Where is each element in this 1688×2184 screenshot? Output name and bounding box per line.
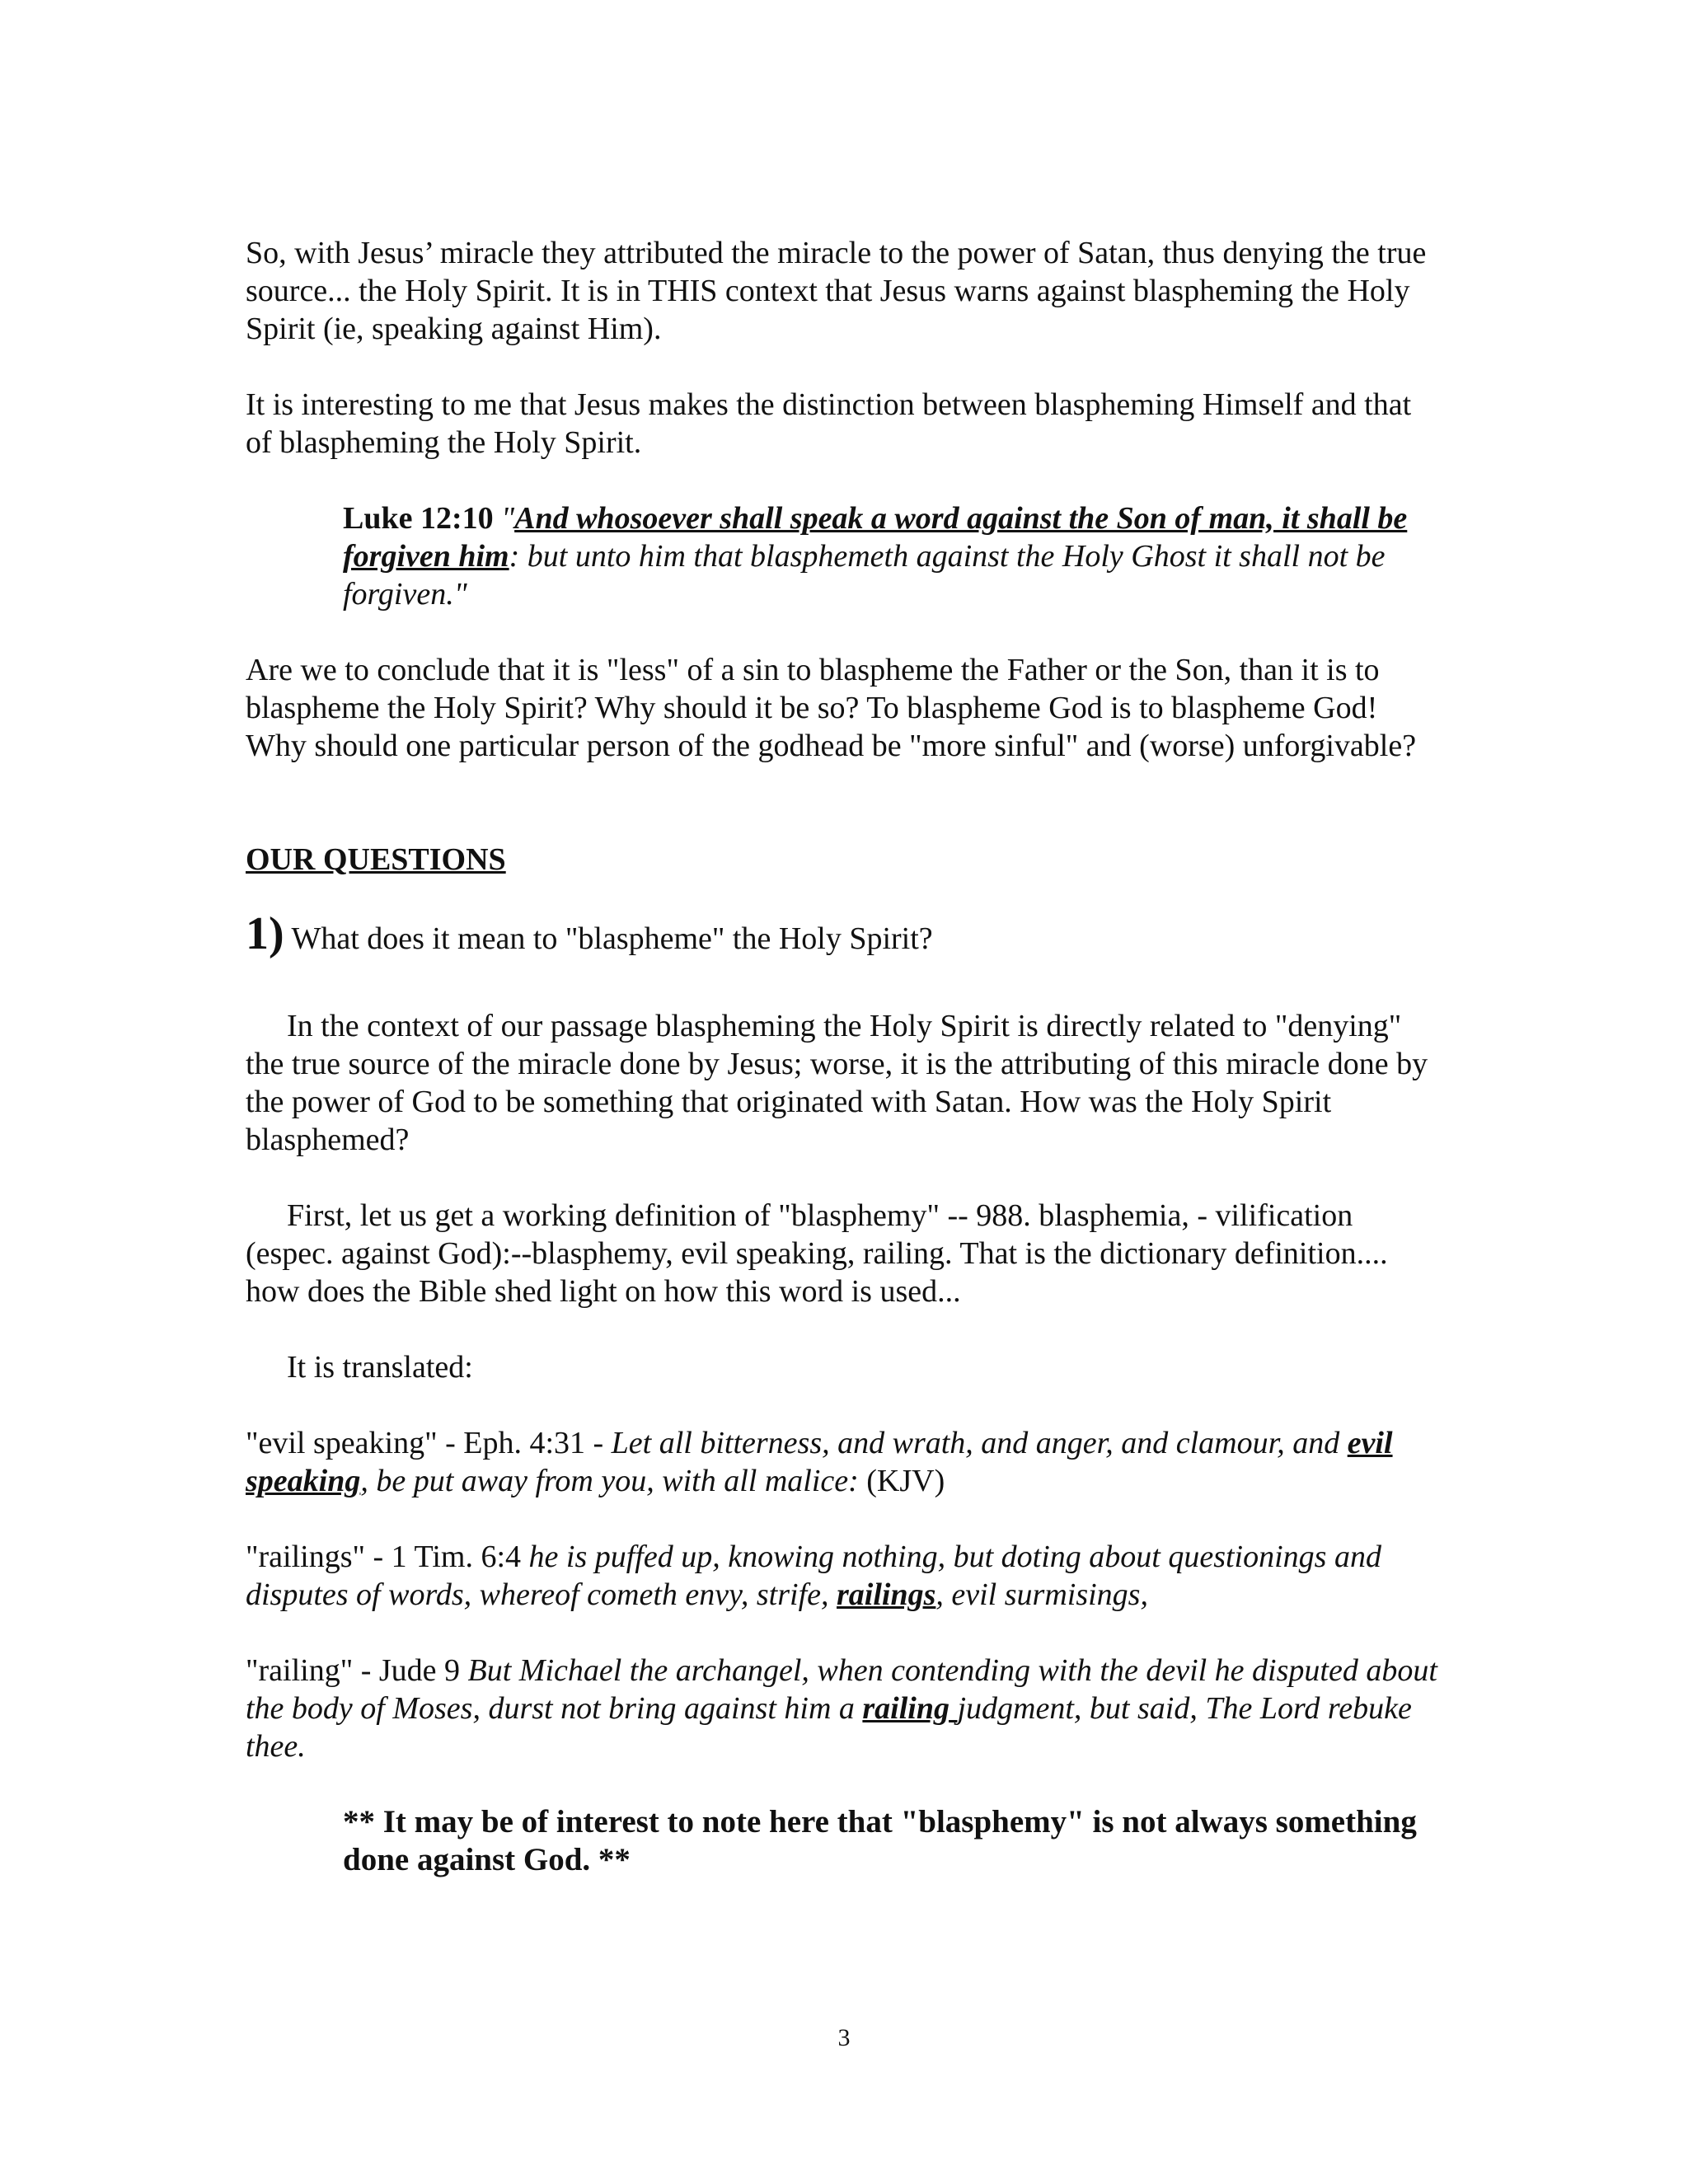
example-highlight: railing [862, 1691, 958, 1726]
paragraph-translated [246, 1348, 1441, 1386]
paragraph-distinction [246, 386, 1441, 462]
example-verse-start: he is puffed up, knowing nothing, but doting about questionings and disputes of words, whereof cometh envy, strife, [246, 1540, 1381, 1612]
paragraph-context-text: So, with Jesus’ miracle they attributed the miracle to the power of Satan, thus denying the true source... the Holy Spirit. It is in THIS context that Jesus warns against blaspheming the Holy Spirit (ie, speaking against Him). [246, 236, 1427, 346]
paragraph-passage-context-text: In the context of our passage blaspheming the Holy Spirit is directly related to "denying" the true source of the miracle done by Jesus; worse, it is the attributing of this miracle done by the power of God to be something that originated with Satan. How was the Holy Spirit blasphemed? [246, 1009, 1428, 1157]
example-label: "railings" - 1 Tim. 6:4 [246, 1540, 529, 1574]
interest-note: ** It may be of interest to note here that "blasphemy" is not always something done against God. ** [343, 1804, 1417, 1877]
example-railing [246, 1652, 1441, 1765]
quote-rest-text: : but unto him that blasphemeth against the Holy Ghost it shall not be forgiven." [343, 539, 1386, 612]
quote-underlined-text: And whosoever shall speak a word against the Son of man, it shall be forgiven him [343, 501, 1408, 574]
paragraph-conclusion [246, 651, 1441, 765]
question-number: 1) [246, 908, 284, 959]
page-number: 3 [837, 2024, 851, 2051]
paragraph-definition [246, 1197, 1441, 1310]
scripture-quote-luke [343, 499, 1447, 613]
example-version: (KJV) [858, 1464, 945, 1498]
section-heading: OUR QUESTIONS [246, 842, 506, 877]
paragraph-conclusion-text: Are we to conclude that it is "less" of a sin to blaspheme the Father or the Son, than it is to blaspheme the Holy Spirit? Why should it be so? To blaspheme God is to blaspheme God! Why should one particular person of the godhead be "more sinful" and (worse) unforgivable? [246, 653, 1417, 763]
question-one [246, 908, 1441, 959]
example-railings [246, 1538, 1441, 1614]
example-label: "railing" - Jude 9 [246, 1653, 468, 1688]
example-verse-end: , be put away from you, with all malice: [360, 1464, 859, 1498]
example-verse-end: , evil surmisings, [935, 1577, 1148, 1612]
example-label: "evil speaking" - Eph. 4:31 - [246, 1426, 612, 1460]
example-highlight: evil speaking [246, 1426, 1393, 1498]
example-highlight: railings [837, 1577, 936, 1612]
paragraph-passage-context [246, 1007, 1441, 1159]
example-verse-start: Let all bitterness, and wrath, and anger, and clamour, and [611, 1426, 1348, 1460]
paragraph-definition-text: First, let us get a working definition of "blasphemy" -- 988. blasphemia, - vilification (espec. against God):--blasphemy, evil speaking, railing. That is the dictionary definition.... how does the Bible shed light on how this word is used... [246, 1198, 1388, 1309]
example-verse-end: judgment, but said, The Lord rebuke thee. [246, 1691, 1412, 1764]
question-text: What does it mean to "blaspheme" the Holy Spirit? [284, 921, 933, 956]
paragraph-distinction-text: It is interesting to me that Jesus makes the distinction between blaspheming Himself and that of blaspheming the Holy Spirit. [246, 387, 1412, 460]
paragraph-translated-text: It is translated: [287, 1350, 473, 1385]
quote-open-mark: " [493, 501, 515, 536]
example-evil-speaking [246, 1424, 1441, 1500]
paragraph-context [246, 234, 1441, 348]
example-verse-start: But Michael the archangel, when contending with the devil he disputed about the body of Moses, durst not bring against him a [246, 1653, 1437, 1726]
scripture-reference: Luke 12:10 [343, 501, 494, 536]
